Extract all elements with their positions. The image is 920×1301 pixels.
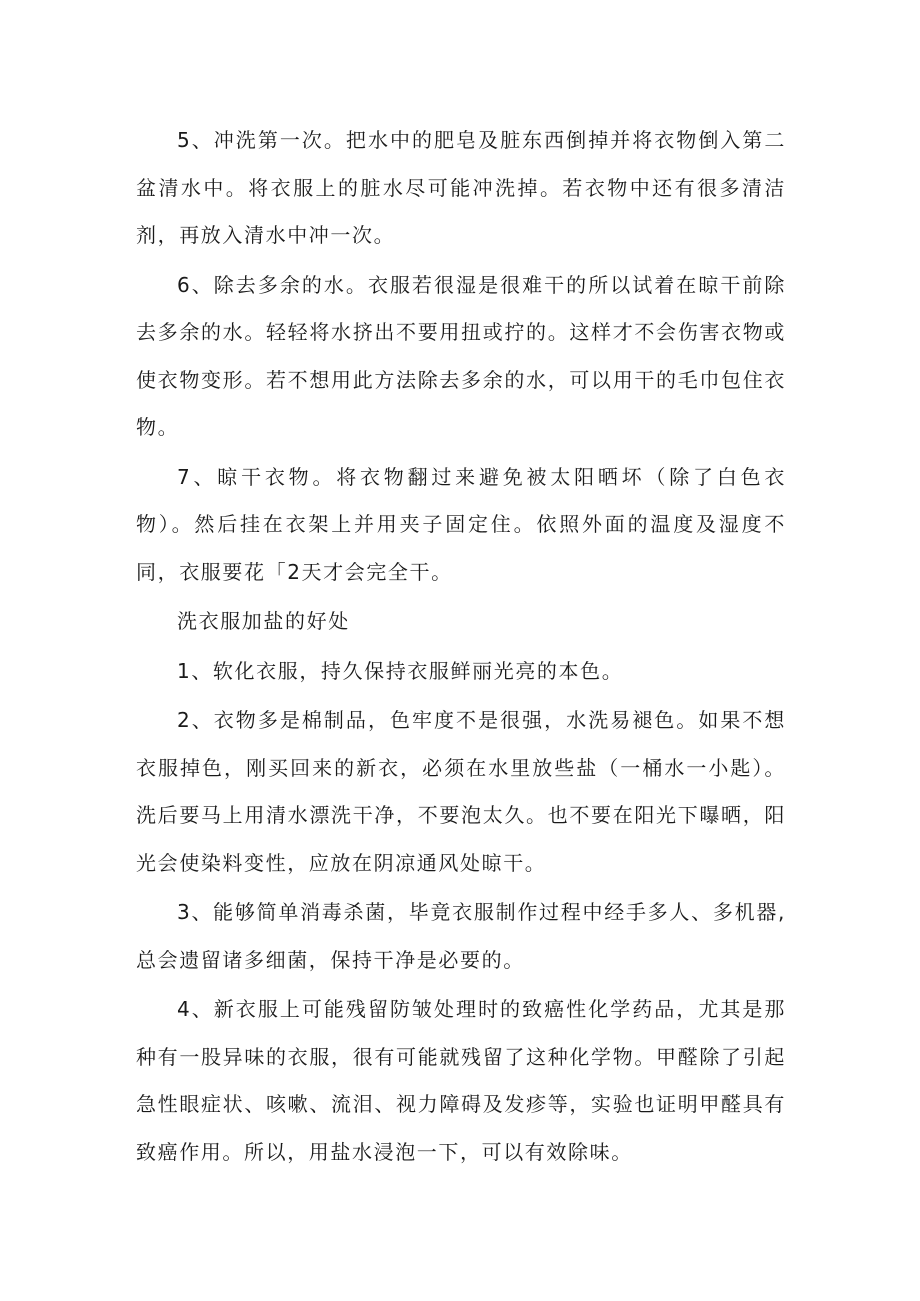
paragraph-step-6: 6、除去多余的水。衣服若很湿是很难干的所以试着在晾干前除去多余的水。轻轻将水挤出不要用扭或拧的。这样才不会伤害衣物或使衣物变形。若不想用此方法除去多余的水，可以用干的毛巾包住衣物。 <box>136 272 786 439</box>
paragraph-benefit-2: 2、衣物多是棉制品，色牢度不是很强，水洗易褪色。如果不想衣服掉色，刚买回来的新衣，必须在水里放些盐（一桶水一小匙）。洗后要马上用清水漂洗干净，不要泡太久。也不要在阳光下曝晒，阳光会使染料变性，应放在阴凉通风处晾干。 <box>136 708 786 875</box>
paragraph-benefit-3: 3、能够简单消毒杀菌，毕竟衣服制作过程中经手多人、多机器,总会遗留诸多细菌，保持干净是必要的。 <box>136 900 786 972</box>
document-body <box>136 117 786 1178</box>
paragraph-benefit-1: 1、软化衣服，持久保持衣服鲜丽光亮的本色。 <box>177 658 624 683</box>
section-heading: 洗衣服加盐的好处 <box>177 609 350 633</box>
paragraph-step-5: 5、冲洗第一次。把水中的肥皂及脏东西倒掉并将衣物倒入第二盆清水中。将衣服上的脏水尽可能冲洗掉。若衣物中还有很多清洁剂，再放入清水中冲一次。 <box>136 128 786 247</box>
paragraph-step-7: 7、晾干衣物。将衣物翻过来避免被太阳晒坏（除了白色衣物）。然后挂在衣架上并用夹子固定住。依照外面的温度及湿度不同，衣服要花「2天才会完全干。 <box>136 464 786 584</box>
paragraph-benefit-4: 4、新衣服上可能残留防皱处理时的致癌性化学药品，尤其是那种有一股异味的衣服，很有可能就残留了这种化学物。甲醛除了引起急性眼症状、咳嗽、流泪、视力障碍及发疹等，实验也证明甲醛具有致癌作用。所以，用盐水浸泡一下，可以有效除味。 <box>136 997 786 1164</box>
